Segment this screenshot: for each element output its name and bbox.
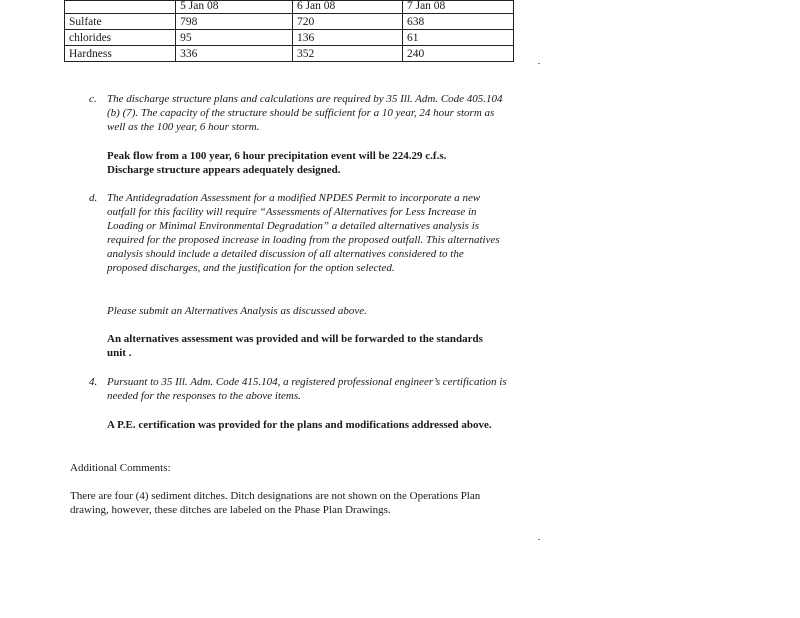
- additional-comments-text: There are four (4) sediment ditches. Ditch designations are not shown on the Operations Plan drawing, however, these ditches are labeled on the Phase Plan Drawings.: [70, 490, 481, 516]
- additional-comments-heading: Additional Comments:: [70, 462, 171, 474]
- water-quality-table: [64, 0, 514, 62]
- table-header-cell: 6 Jan 08: [292, 1, 402, 14]
- scan-speck: [538, 63, 540, 64]
- item-c-response: Peak flow from a 100 year, 6 hour precipitation event will be 224.29 c.f.s. Discharge structure appears adequately designed.: [107, 150, 447, 176]
- scan-speck: [538, 539, 540, 540]
- table-cell: 352: [292, 45, 402, 61]
- table-cell: 798: [176, 13, 293, 29]
- table-cell: 240: [402, 45, 513, 61]
- table-cell: 136: [292, 29, 402, 45]
- table-header-cell: 7 Jan 08: [402, 1, 513, 14]
- table-row: [65, 13, 514, 29]
- table-cell: 638: [402, 13, 513, 29]
- table-row: [65, 29, 514, 45]
- item-d-request: Please submit an Alternatives Analysis as discussed above.: [107, 305, 367, 317]
- item-c-marker: c.: [89, 93, 97, 105]
- item-d-marker: d.: [89, 192, 98, 204]
- table-cell: chlorides: [65, 29, 176, 45]
- table-cell: Hardness: [65, 45, 176, 61]
- table-header-cell: [65, 1, 176, 14]
- table-header-row: [65, 1, 514, 14]
- item-c-text: The discharge structure plans and calculations are required by 35 Ill. Adm. Code 405.104 (b) (7). The capacity of the structure should be sufficient for a 10 year, 24 hour storm as well as the 100 year, 6 hour storm.: [107, 93, 503, 133]
- table-cell: 61: [402, 29, 513, 45]
- table-cell: Sulfate: [65, 13, 176, 29]
- item-4-marker: 4.: [89, 376, 98, 388]
- table-cell: 336: [176, 45, 293, 61]
- item-d-response: An alternatives assessment was provided and will be forwarded to the standards unit .: [107, 333, 483, 359]
- item-d-text: The Antidegradation Assessment for a modified NPDES Permit to incorporate a new outfall for this facility will require “Assessments of Alternatives for Less Increase in Loading or Minimal Environmental Degradation” a detailed alternatives analysis is required for the proposed increase in loading from the proposed outfall. This alternatives analysis should include a detailed discussion of all alternatives considered to the proposed discharges, and the justification for the option selected.: [107, 192, 500, 274]
- table-cell: 720: [292, 13, 402, 29]
- item-4-text: Pursuant to 35 Ill. Adm. Code 415.104, a registered professional engineer’s certification is needed for the responses to the above items.: [107, 376, 507, 402]
- table-cell: 95: [176, 29, 293, 45]
- table-header-cell: 5 Jan 08: [176, 1, 293, 14]
- item-4-response: A P.E. certification was provided for the plans and modifications addressed above.: [107, 419, 492, 431]
- table-row: [65, 45, 514, 61]
